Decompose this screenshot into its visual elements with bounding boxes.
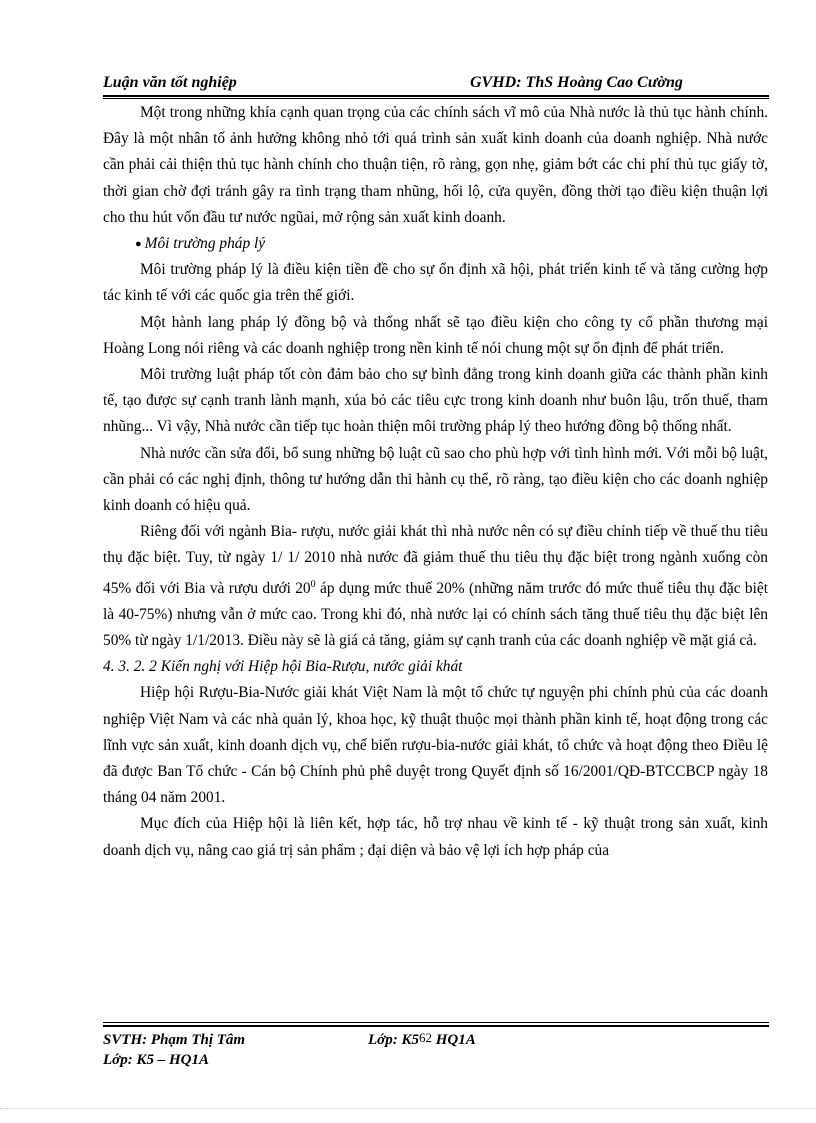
- header-rule-thick: [103, 95, 769, 97]
- header-rule-thin: [103, 98, 769, 99]
- page-number: 62: [418, 1030, 432, 1045]
- section-heading: 4. 3. 2. 2 Kiến nghị với Hiệp hội Bia-Rượu, nước giải khát: [103, 658, 463, 676]
- class-suffix: HQ1A: [431, 1032, 476, 1048]
- class-label-right: [368, 1030, 476, 1050]
- class-label-left: Lớp: K5 – HQ1A: [103, 1052, 209, 1068]
- bullet-icon: ●: [135, 238, 142, 251]
- thesis-label: Luận văn tốt nghiệp: [103, 74, 237, 91]
- paragraph-legal-premise: Môi trường pháp lý là điều kiện tiền đề cho sự ổn định xã hội, phát triển kinh tế và tăng cường hợp tác kinh tế với các quốc gia trên thế giới.: [103, 261, 768, 305]
- paragraph-law-amendment: Nhà nước cần sửa đổi, bổ sung những bộ luật cũ sao cho phù hợp với tình hình mới. Với mỗi bộ luật, cần phải có các nghị định, thông tư hướng dẫn thi hành cụ thể, rõ ràng, tạo điều kiện cho các doanh nghiệp kinh doanh có hiệu quả.: [103, 444, 768, 515]
- supervisor-label: GVHD: ThS Hoàng Cao Cường: [470, 74, 683, 91]
- body-text: [103, 100, 768, 864]
- paragraph-association-purpose: Mục đích của Hiệp hội là liên kết, hợp tác, hỗ trợ nhau về kinh tế - kỹ thuật trong sản xuất, kinh doanh dịch vụ, nâng cao giá trị sản phẩm ; đại diện và bảo vệ lợi ích hợp pháp của: [103, 815, 768, 859]
- paragraph-law-equality: Môi trường luật pháp tốt còn đảm bảo cho sự bình đẳng trong kinh doanh giữa các thành phần kinh tế, tạo được sự cạnh tranh lành mạnh, xúa bỏ các tiêu cực trong kinh doanh như buôn lậu, trốn thuế, tham nhũng... Vì vậy, Nhà nước cần tiếp tục hoàn thiện môi trường pháp lý theo hướng đồng bộ thống nhất.: [103, 366, 768, 436]
- paragraph-admin-procedures: Một trong những khía cạnh quan trọng của các chính sách vĩ mô của Nhà nước là thủ tục hành chính. Đây là một nhân tố ảnh hưởng không nhỏ tới quá trình sản xuất kinh doanh của doanh nghiệp. Nhà nước cần phải cải thiện thủ tục hành chính cho thuận tiện, rõ ràng, gọn nhẹ, giảm bớt các chi phí thủ tục giấy tờ, thời gian chờ đợi tránh gây ra tình trạng tham nhũng, hối lộ, cửa quyền, đồng thời tạo điều kiện thuận lợi cho thu hút vốn đầu tư nước ngũai, mở rộng sản xuất kinh doanh.: [103, 104, 768, 226]
- paragraph-association-intro: Hiệp hội Rượu-Bia-Nước giải khát Việt Nam là một tổ chức tự nguyện phi chính phủ của các doanh nghiệp Việt Nam và các nhà quản lý, khoa học, kỹ thuật thuộc mọi thành phần kinh tế, hoạt động trong các lĩnh vực sản xuất, kinh doanh dịch vụ, chế biến rượu-bia-nước giải khát, tổ chức và hoạt động theo Điều lệ đã được Ban Tổ chức - Cán bộ Chính phủ phê duyệt trong Quyết định số 16/2001/QĐ-BTCCBCP ngày 18 tháng 04 năm 2001.: [103, 684, 768, 807]
- class-prefix: Lớp: K5: [368, 1032, 419, 1048]
- paragraph-excise-tax: [103, 519, 768, 654]
- student-name: SVTH: Phạm Thị Tâm: [103, 1032, 246, 1048]
- excise-tax-text-a: Riêng đối với ngành Bia- rượu, nước giải khát thì nhà nước nên có sự điều chỉnh tiếp về thuế thu tiêu thụ đặc biệt. Tuy, từ ngày 1/ 1/ 2010 nhà nước đã giảm thuế thu tiêu thụ đặc biệt trong ngành xuống còn 45% đối với Bia và rượu dưới 20: [103, 523, 768, 597]
- degree-superscript: 0: [310, 578, 316, 590]
- bullet-legal-environment: [103, 231, 768, 257]
- excise-tax-text-b: áp dụng mức thuế 20% (những năm trước đó mức thuế tiêu thụ đặc biệt là 40-75%) nhưng vẫn ở mức cao. Trong khi đó, nhà nước lại có chính sách tăng thuế tiêu thụ đặc biệt lên 50% từ ngày 1/1/2013. Điều này sẽ là giá cả tăng, giảm sự cạnh tranh của các doanh nghiệp về mặt giá cả.: [103, 579, 768, 650]
- paragraph-legal-corridor: Một hành lang pháp lý đồng bộ và thống nhất sẽ tạo điều kiện cho công ty cổ phần thương mại Hoàng Long nói riêng và các doanh nghiệp trong nền kinh tế nói chung một sự ổn định để phát triển.: [103, 313, 768, 357]
- footer-rule-thick: [103, 1025, 769, 1027]
- page-bottom-divider: [0, 1108, 816, 1110]
- footer-rule-thin: [103, 1022, 769, 1023]
- page-header: [103, 74, 768, 96]
- bullet-label: Môi trường pháp lý: [144, 235, 266, 253]
